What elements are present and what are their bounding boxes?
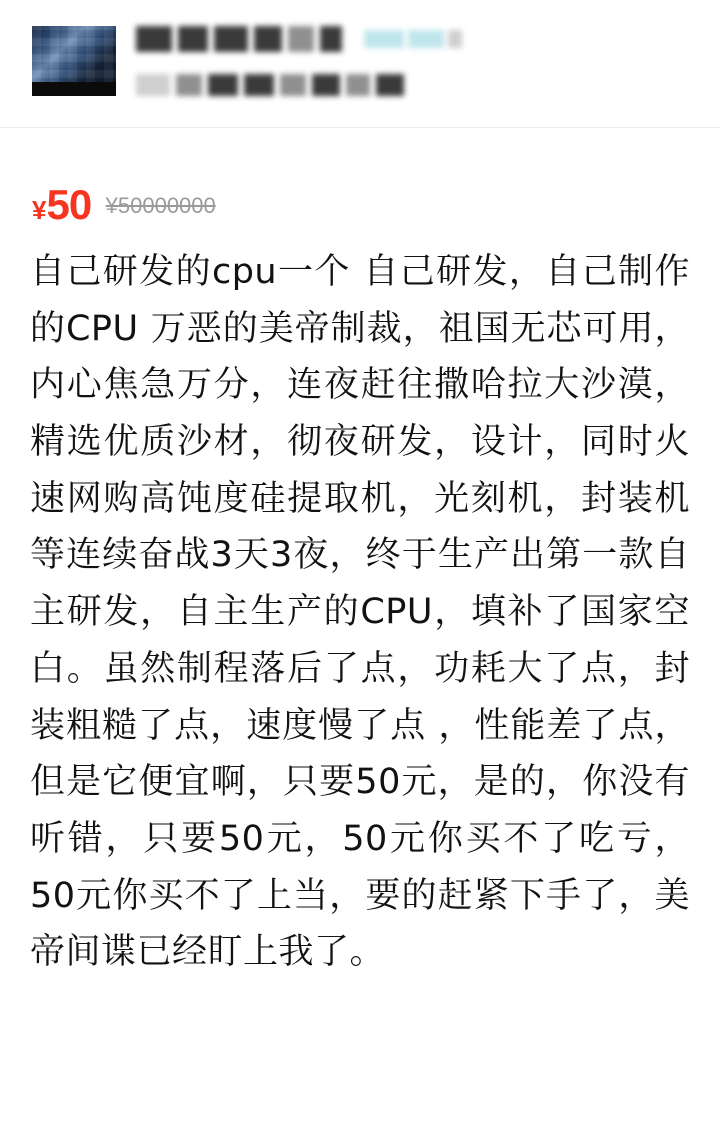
avatar-shadow: [32, 82, 116, 96]
redaction-block: [280, 74, 306, 96]
original-price: ¥50000000: [105, 193, 216, 218]
currency-symbol: ¥: [32, 195, 46, 225]
redaction-block: [320, 26, 342, 52]
redaction-block: [376, 74, 404, 96]
seller-name-redacted: [136, 24, 576, 58]
listing-description: 自己研发的cpu一个 自己研发，自己制作的CPU 万恶的美帝制裁，祖国无芯可用，内心焦急万分，连夜赶往撒哈拉大沙漠，精选优质沙材，彻夜研发，设计，同时火速网购高饨度硅提取机，光刻机，封装机等连续奋战3天3夜，终于生产出第一款自主研发，自主生产的CPU，填补了国家空白。虽然制程落后了点，功耗大了点，封装粗糙了点，速度慢了点 ，性能差了点，但是它便宜啊，只要50元，是的，你没有听错，只要50元，50元你买不了吃亏，50元你买不了上当，要的赶紧下手了，美帝间谍已经盯上我了。: [30, 252, 690, 973]
redaction-block: [136, 74, 170, 96]
redaction-block: [214, 26, 248, 52]
redaction-block: [364, 30, 404, 48]
redaction-block: [254, 26, 282, 52]
redaction-block: [244, 74, 274, 96]
redaction-block: [208, 74, 238, 96]
seller-meta-redacted: [136, 72, 516, 98]
current-price-value: 50: [46, 181, 92, 228]
redaction-block: [178, 26, 208, 52]
redaction-block: [312, 74, 340, 96]
redaction-block: [448, 30, 462, 48]
price-block: [0, 128, 720, 228]
redaction-block: [136, 26, 172, 52]
redaction-block: [176, 74, 202, 96]
redaction-block: [288, 26, 314, 52]
seller-header: [0, 0, 720, 128]
redaction-block: [408, 30, 444, 48]
current-price: [32, 181, 92, 228]
redaction-block: [346, 74, 370, 96]
